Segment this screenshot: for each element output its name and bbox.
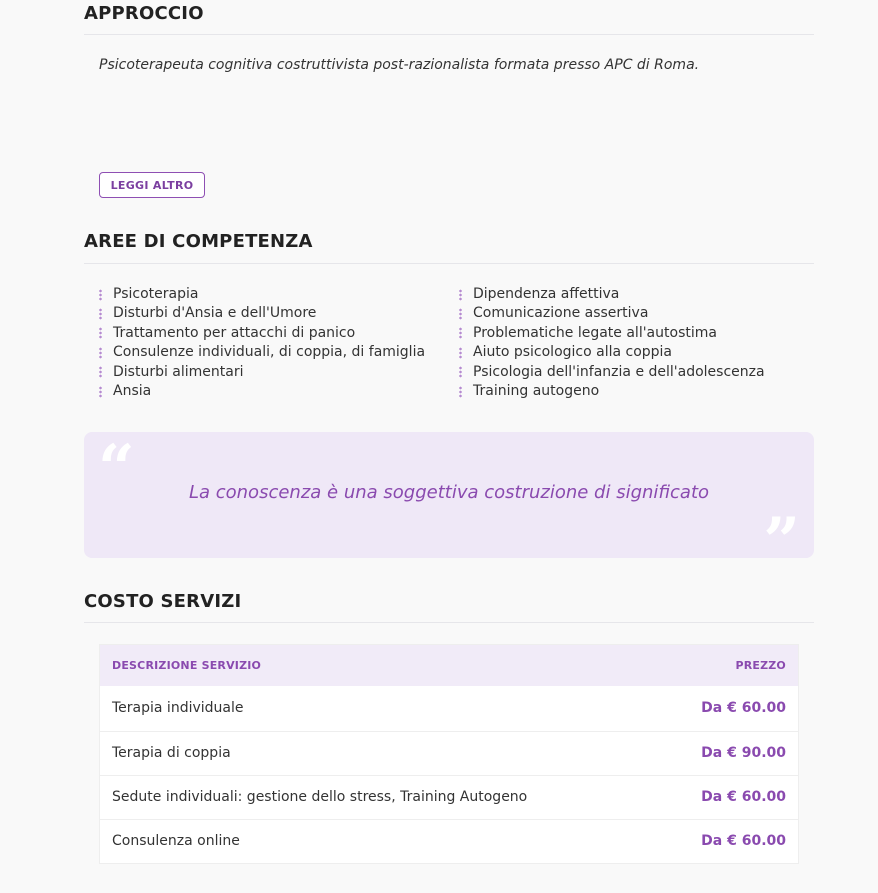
approach-text: Psicoterapeuta cognitiva costruttivista post-razionalista formata presso APC di Roma. [99, 57, 700, 73]
list-item-label: Comunicazione assertiva [473, 305, 649, 322]
competence-list-right [458, 285, 765, 401]
table-row [100, 775, 799, 819]
dots-bullet-icon [99, 347, 102, 359]
quote-box [84, 431, 814, 579]
dots-bullet-icon [99, 386, 102, 398]
list-item [458, 324, 765, 343]
list-item [458, 382, 765, 401]
list-item-label: Problematiche legate all'autostima [473, 324, 717, 341]
dots-bullet-icon [459, 386, 462, 398]
dots-bullet-icon [99, 327, 102, 339]
description-header: DESCRIZIONE SERVIZIO [100, 645, 660, 687]
dots-bullet-icon [459, 308, 462, 320]
competence-divider [84, 263, 814, 264]
service-price: Da € 60.00 [659, 775, 798, 819]
approach-divider [84, 34, 814, 35]
quote-text: La conoscenza è una soggettiva costruzione di significato [188, 482, 710, 503]
approach-title: APPROCCIO [84, 3, 204, 24]
read-more-button[interactable]: LEGGI ALTRO [99, 172, 205, 198]
service-price: Da € 90.00 [659, 731, 798, 775]
list-item-label: Consulenze individuali, di coppia, di famiglia [113, 344, 426, 361]
table-row [100, 686, 799, 731]
open-quote-icon: “ [98, 431, 135, 506]
dots-bullet-icon [459, 327, 462, 339]
dots-bullet-icon [99, 308, 102, 320]
list-item [98, 285, 425, 304]
table-header-row [100, 645, 799, 687]
dots-bullet-icon [99, 289, 102, 301]
list-item-label: Disturbi alimentari [113, 363, 244, 380]
price-header: PREZZO [659, 645, 798, 687]
list-item-label: Training autogeno [473, 382, 600, 399]
list-item [458, 363, 765, 382]
costs-divider [84, 622, 814, 623]
competence-list-left [98, 285, 425, 401]
list-item [98, 382, 425, 401]
service-price: Da € 60.00 [659, 819, 798, 863]
costs-title: COSTO SERVIZI [84, 591, 242, 612]
list-item [98, 343, 425, 362]
list-item [98, 304, 425, 323]
list-item [98, 324, 425, 343]
service-description: Terapia individuale [100, 686, 660, 731]
table-row [100, 819, 799, 863]
list-item [458, 285, 765, 304]
list-item [458, 304, 765, 323]
list-item-label: Psicoterapia [113, 286, 199, 302]
service-description: Terapia di coppia [100, 731, 660, 775]
dots-bullet-icon [99, 366, 102, 378]
price-table [99, 644, 799, 864]
service-price: Da € 60.00 [659, 686, 798, 731]
dots-bullet-icon [459, 347, 462, 359]
list-item-label: Aiuto psicologico alla coppia [473, 344, 673, 361]
list-item-label: Ansia [113, 382, 152, 399]
list-item-label: Disturbi d'Ansia e dell'Umore [113, 305, 317, 322]
service-description: Sedute individuali: gestione dello stress, Training Autogeno [100, 775, 660, 819]
close-quote-icon: ” [763, 504, 800, 579]
list-item-label: Trattamento per attacchi di panico [113, 324, 356, 341]
table-row [100, 731, 799, 775]
list-item [98, 363, 425, 382]
service-description: Consulenza online [100, 819, 660, 863]
dots-bullet-icon [459, 289, 462, 301]
list-item-label: Dipendenza affettiva [473, 286, 620, 302]
competence-title: AREE DI COMPETENZA [84, 231, 313, 252]
dots-bullet-icon [459, 366, 462, 378]
list-item-label: Psicologia dell'infanzia e dell'adolescenza [473, 363, 765, 380]
list-item [458, 343, 765, 362]
